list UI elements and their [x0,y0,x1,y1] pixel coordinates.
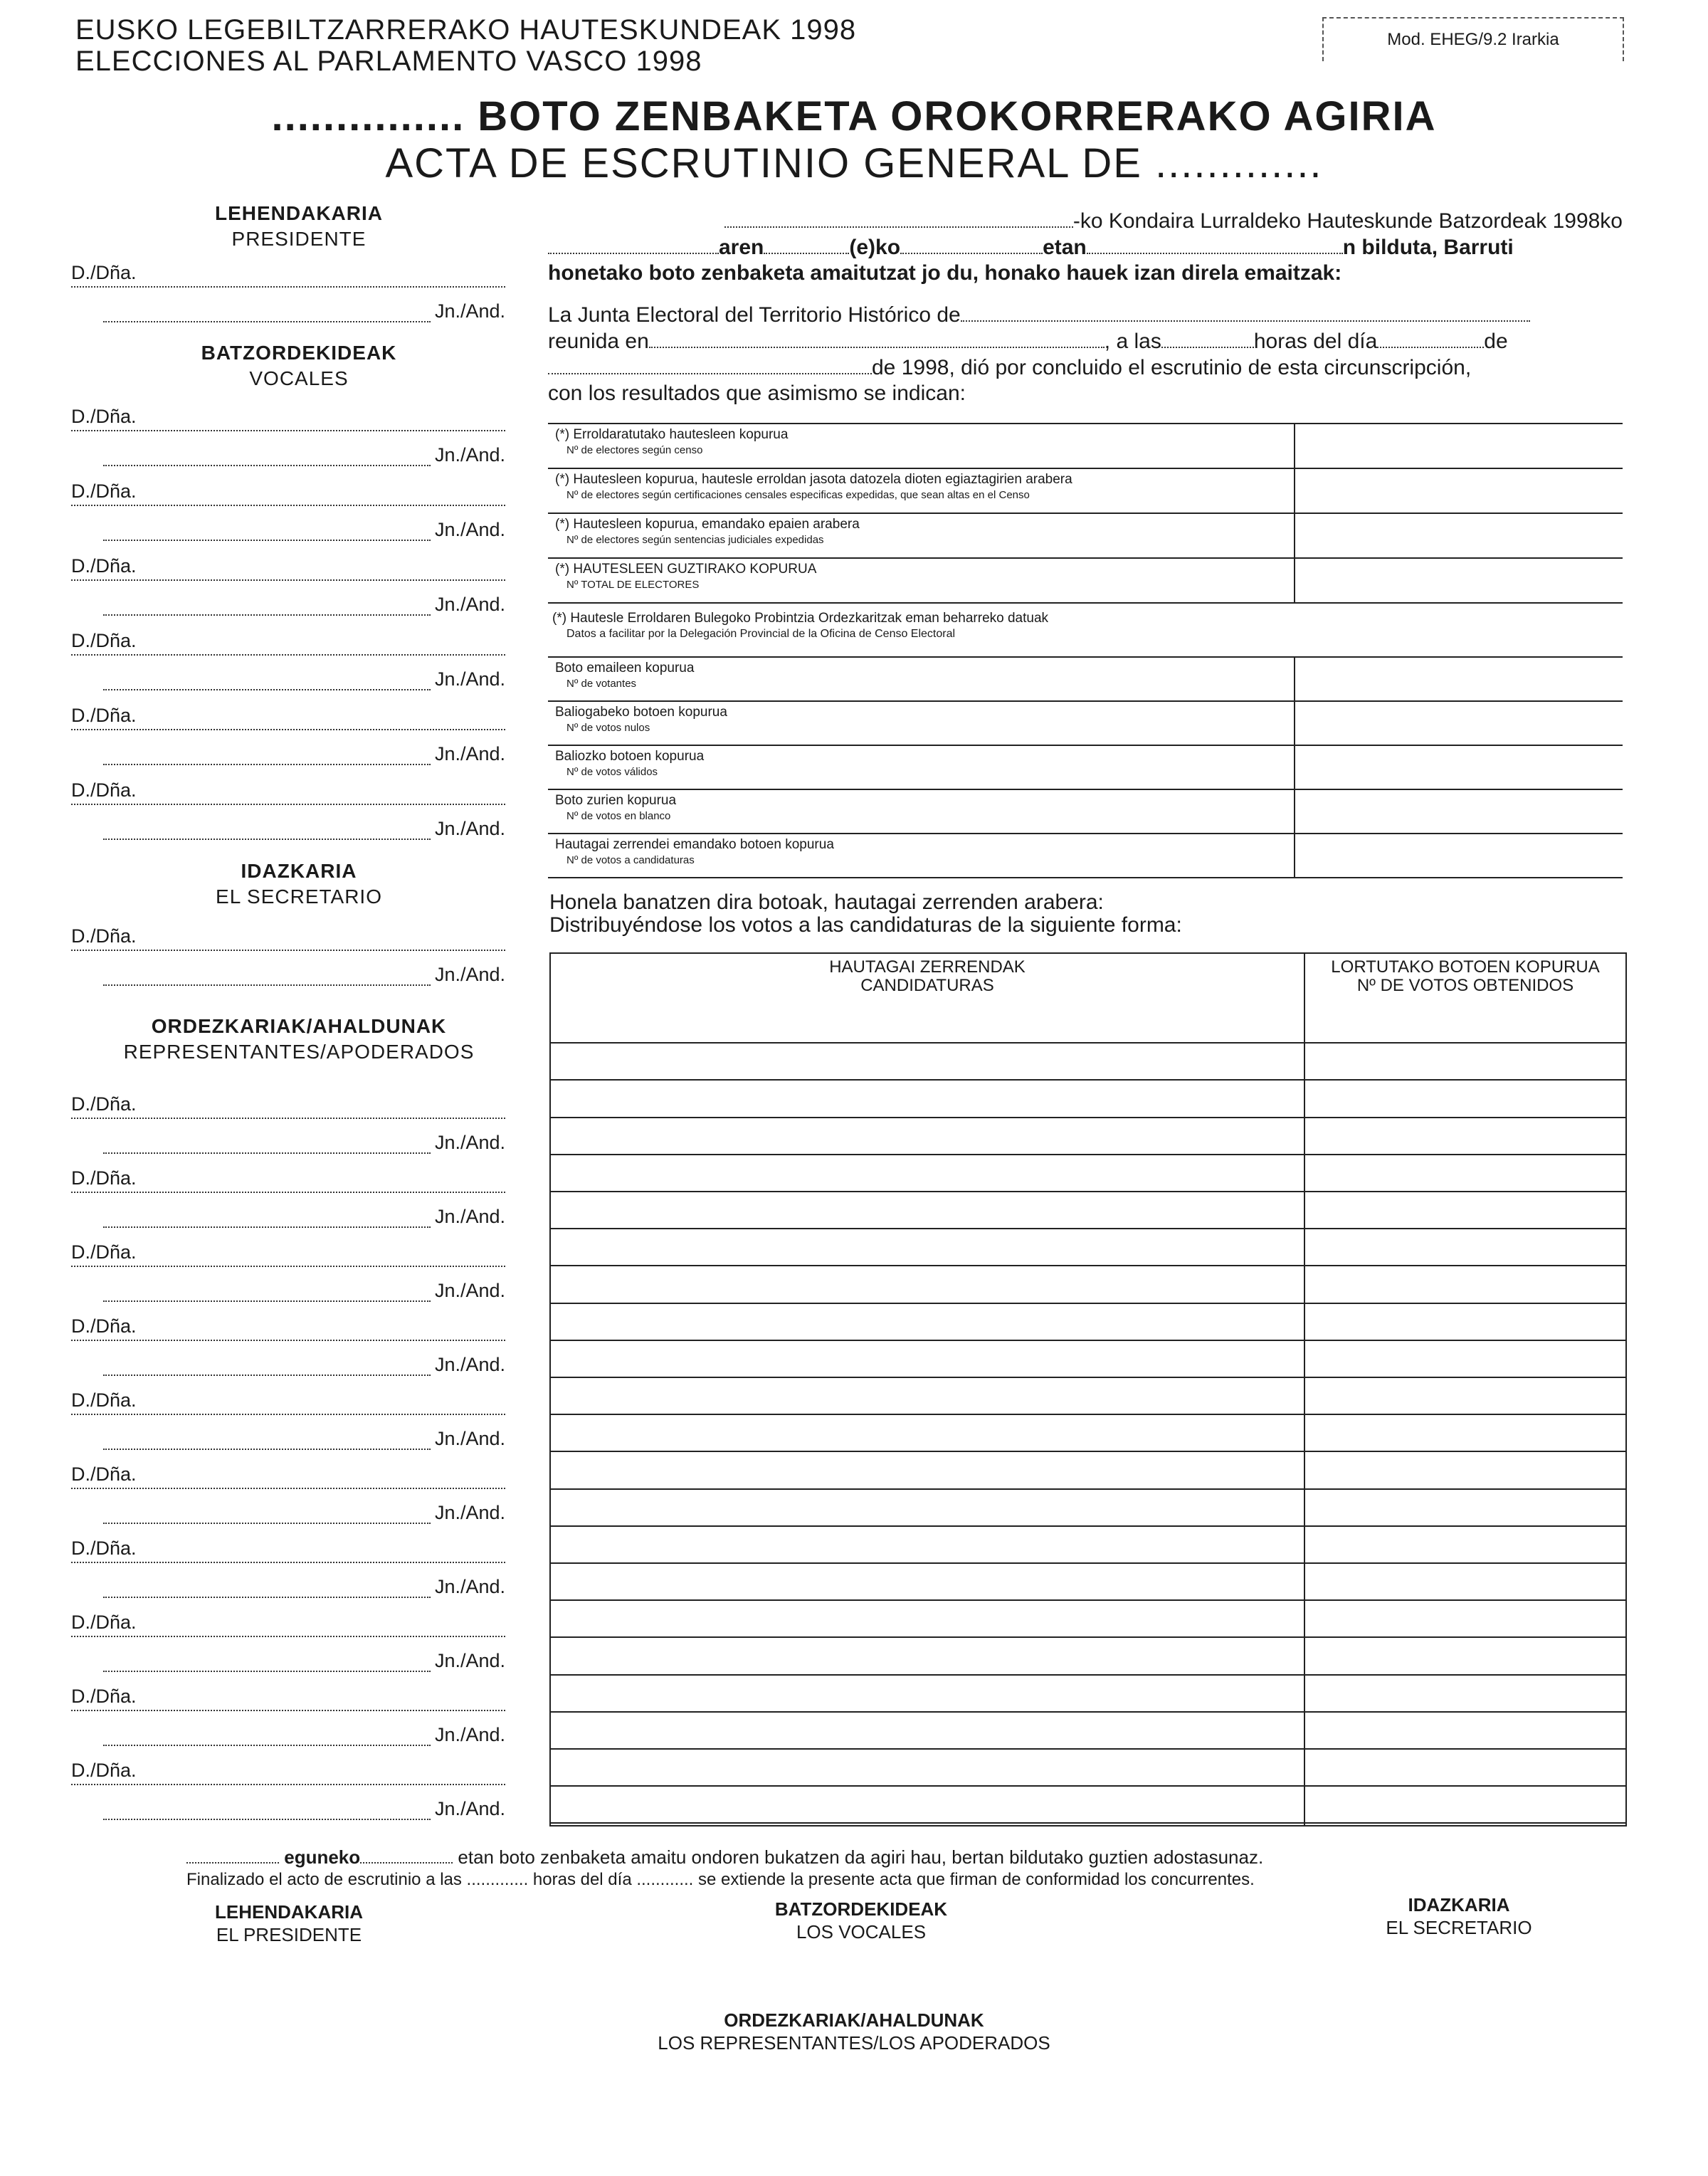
name-line-label: D./Dña. [71,1538,139,1559]
sign-secretary [1317,1893,1601,1939]
id-line-dots [103,1580,431,1598]
candidature-row[interactable] [551,1229,1625,1266]
id-line-dots [103,1654,431,1672]
result-row-label-es: Nº de votantes [566,678,637,690]
id-line-label: Jn./And. [434,818,505,839]
result-row [548,514,1623,559]
result-row-label [555,749,704,780]
reps-label-eu: ORDEZKARIAK/AHALDUNAK [151,1015,447,1037]
id-line-label: Jn./And. [434,1502,505,1523]
col1-es: CANDIDATURAS [860,976,994,995]
result-row-label-eu: Baliogabeko botoen kopurua [555,705,727,720]
census-note [552,611,1048,642]
intro-text [548,208,1623,406]
result-row-label [555,427,788,458]
col1-eu: HAUTAGAI ZERRENDAK [829,957,1026,977]
id-line-dots [103,1357,431,1376]
intro-eu1-text: -ko Kondaira Lurraldeko Hauteskunde Batzordeak 1998ko [1072,209,1623,233]
president-label-es: PRESIDENTE [231,228,367,250]
sign-vocales [719,1898,1003,1943]
name-line[interactable] [71,1760,505,1785]
sign-reps-eu: ORDEZKARIAK/AHALDUNAK [724,2009,984,2031]
name-line[interactable] [71,1612,505,1637]
secretary-heading [71,858,527,910]
id-line-label: Jn./And. [434,1206,505,1227]
result-value-cell[interactable] [1297,790,1621,833]
president-label-eu: LEHENDAKARIA [215,202,383,224]
candidature-row[interactable] [551,1638,1625,1675]
result-row-label-es: Nº de electores según censo [566,444,703,456]
id-line[interactable] [71,1354,505,1378]
intro-es-line3 [548,354,1623,381]
result-row-label-eu: Baliozko botoen kopurua [555,749,705,764]
id-line-dots [103,1283,431,1302]
id-line[interactable] [71,1798,505,1822]
id-line-label: Jn./And. [434,1576,505,1597]
result-row-label-es: Nº de votos nulos [566,722,650,734]
result-row [548,834,1623,878]
result-row [548,746,1623,790]
name-line-label: D./Dña. [71,705,139,726]
name-line[interactable] [71,925,505,951]
id-line[interactable] [71,1280,505,1304]
intro-es2d: de [1484,330,1508,353]
candidature-row[interactable] [551,1527,1625,1564]
intro-es2a: reunida en [548,330,649,353]
candidature-row[interactable] [551,1378,1625,1415]
id-line[interactable] [71,743,505,767]
result-row-label-es: Nº de electores según sentencias judiciales expedidas [566,534,824,546]
name-line-label: D./Dña. [71,1760,139,1781]
name-line-label: D./Dña. [71,630,139,651]
id-line-dots [103,1209,431,1228]
closing-text [186,1844,1539,1891]
candidature-row[interactable] [551,1266,1625,1303]
id-line[interactable] [71,1724,505,1748]
result-row-label-es: Nº de votos a candidaturas [566,854,695,866]
id-line[interactable] [71,818,505,842]
census-table [548,423,1623,604]
name-line[interactable] [71,406,505,431]
result-row-label [555,705,727,736]
name-line-label: D./Dña. [71,925,139,947]
name-line-label: D./Dña. [71,1167,139,1189]
name-line-label: D./Dña. [71,406,139,427]
sign-secretary-es: EL SECRETARIO [1386,1917,1532,1938]
name-line[interactable] [71,1241,505,1267]
id-line[interactable] [71,444,505,468]
sign-reps [640,2009,1068,2054]
vocales-label-es: VOCALES [249,367,349,389]
intro-eu-line2 [548,234,1623,261]
census-note-eu: (*) Hautesle Erroldaren Bulegoko Probintzia Ordezkaritzak eman beharreko datuak [552,611,1049,626]
name-line-label: D./Dña. [71,1463,139,1485]
intro-eu2d: n bilduta, Barruti [1342,236,1514,259]
name-line-label: D./Dña. [71,1093,139,1115]
closing-es: Finalizado el acto de escrutinio a las ............. horas del día ............ se extiende la presente acta que firman de conformidad los concurrentes. [186,1870,1255,1889]
reps-label-es: REPRESENTANTES/APODERADOS [123,1041,475,1063]
result-row-label-eu: Boto zurien kopurua [555,793,677,808]
sign-reps-es: LOS REPRESENTANTES/LOS APODERADOS [658,2032,1050,2054]
name-line[interactable] [71,1315,505,1341]
result-value-cell[interactable] [1297,469,1621,513]
name-line[interactable] [71,630,505,656]
name-line[interactable] [71,1463,505,1489]
intro-es2b: , a las [1104,330,1161,353]
candidature-row[interactable] [551,1081,1625,1118]
name-line[interactable] [71,705,505,730]
result-row-label-eu: Hautagai zerrendei emandako botoen kopurua [555,837,834,852]
id-line-dots [103,448,431,466]
intro-eu2a: aren [719,236,764,259]
id-line-dots [103,821,431,840]
intro-es4: con los resultados que asimismo se indican: [548,382,966,405]
name-line[interactable] [71,1686,505,1711]
document-title-es: ACTA DE ESCRUTINIO GENERAL DE ............. [385,140,1323,186]
name-line[interactable] [71,1389,505,1415]
result-row [548,469,1623,514]
name-line-label: D./Dña. [71,480,139,502]
id-line-label: Jn./And. [434,594,505,615]
candidature-row[interactable] [551,1750,1625,1787]
sign-vocales-es: LOS VOCALES [796,1921,927,1943]
id-line-dots [103,304,431,322]
result-row [548,702,1623,746]
candidature-row[interactable] [551,1118,1625,1155]
candidature-row[interactable] [551,1787,1625,1824]
result-value-cell[interactable] [1297,658,1621,700]
model-code: Mod. EHEG/9.2 Irarkia [1322,17,1624,61]
name-line-label: D./Dña. [71,555,139,577]
distribution-eu: Honela banatzen dira botoak, hautagai zerrenden arabera: [549,890,1104,914]
candidature-row[interactable] [551,1676,1625,1713]
result-row-label-es: Nº de votos válidos [566,766,658,778]
id-line[interactable] [71,300,505,325]
col2-es: Nº DE VOTOS OBTENIDOS [1356,976,1574,995]
result-row-label [555,562,816,593]
distribution-es: Distribuyéndose los votos a las candidaturas de la siguiente forma: [549,913,1182,937]
id-line-label: Jn./And. [434,519,505,540]
president-heading [71,201,527,252]
id-line-label: Jn./And. [434,1650,505,1671]
intro-eu-line1 [548,208,1623,234]
id-line-dots [103,1505,431,1524]
candidature-row[interactable] [551,1006,1625,1044]
result-value-cell[interactable] [1297,514,1621,557]
name-line[interactable] [71,480,505,506]
id-line-dots [103,967,431,986]
id-line-dots [103,672,431,690]
header-title-eu: EUSKO LEGEBILTZARRERAKO HAUTESKUNDEAK 1998 [75,14,857,46]
closing-eu-b: etan boto zenbaketa amaitu ondoren bukatzen da agiri hau, bertan bildutako guztien adostasunaz. [458,1846,1264,1868]
result-row [548,658,1623,702]
id-line[interactable] [71,519,505,543]
header-title-es: ELECCIONES AL PARLAMENTO VASCO 1998 [75,46,702,77]
name-line-label: D./Dña. [71,1612,139,1633]
name-line-label: D./Dña. [71,1686,139,1707]
result-row-label-eu: Boto emaileen kopurua [555,661,695,676]
id-line[interactable] [71,1576,505,1600]
id-line-dots [103,747,431,765]
candidature-row[interactable] [551,1601,1625,1638]
id-line[interactable] [71,1502,505,1526]
name-line-label: D./Dña. [71,1241,139,1263]
candidature-row[interactable] [551,1415,1625,1452]
name-line-label: D./Dña. [71,1315,139,1337]
result-row [548,790,1623,834]
id-line[interactable] [71,1206,505,1230]
id-line[interactable] [71,964,505,988]
secretary-label-es: EL SECRETARIO [216,885,382,908]
sign-president [147,1901,431,1946]
result-row-label [555,472,1072,503]
sign-vocales-eu: BATZORDEKIDEAK [774,1898,948,1920]
votes-table [548,656,1623,878]
col-candidatures-header [551,958,1304,995]
intro-es3: de 1998, dió por concluido el escrutinio de esta circunscripción, [872,356,1472,379]
candidature-row[interactable] [551,1044,1625,1081]
result-row-label [555,661,694,692]
id-line-label: Jn./And. [434,743,505,764]
result-row-label [555,837,834,868]
name-line[interactable] [71,1167,505,1193]
name-line[interactable] [71,555,505,581]
distribution-heading [549,891,1182,937]
result-row [548,424,1623,469]
vocales-heading [71,340,527,391]
document-title-eu: ............... BOTO ZENBAKETA OROKORRERAKO AGIRIA [271,93,1437,140]
col-votes-header [1305,958,1625,995]
closing-eu-a: eguneko [284,1846,361,1868]
name-line[interactable] [71,1538,505,1563]
col2-eu: LORTUTAKO BOTOEN KOPURUA [1331,957,1600,977]
id-line[interactable] [71,668,505,693]
id-line-dots [103,1728,431,1746]
id-line[interactable] [71,1132,505,1156]
name-line-label: D./Dña. [71,779,139,801]
id-line-label: Jn./And. [434,300,505,322]
result-row-label-es: Nº de votos en blanco [566,810,671,822]
candidatures-table [549,952,1627,1827]
result-value-cell[interactable] [1297,834,1621,877]
id-line-dots [103,597,431,616]
id-line-label: Jn./And. [434,444,505,466]
candidature-row[interactable] [551,1155,1625,1192]
candidature-row[interactable] [551,1304,1625,1341]
result-value-cell[interactable] [1297,702,1621,745]
id-line-dots [103,1431,431,1450]
reps-heading [71,1014,527,1065]
id-line-label: Jn./And. [434,1280,505,1301]
sign-president-eu: LEHENDAKARIA [215,1901,363,1923]
id-line-label: Jn./And. [434,668,505,690]
candidature-row[interactable] [551,1192,1625,1229]
name-line-label: D./Dña. [71,1389,139,1411]
result-value-cell[interactable] [1297,424,1621,468]
result-value-cell[interactable] [1297,746,1621,789]
intro-es1-text: La Junta Electoral del Territorio Histórico de [548,303,961,327]
result-row-label-eu: (*) HAUTESLEEN GUZTIRAKO KOPURUA [555,562,817,577]
id-line-label: Jn./And. [434,1132,505,1153]
sign-secretary-eu: IDAZKARIA [1408,1894,1510,1915]
candidature-row[interactable] [551,1341,1625,1378]
id-line-label: Jn./And. [434,1724,505,1745]
result-row-label-eu: (*) Erroldaratutako hautesleen kopurua [555,427,789,442]
name-line-label: D./Dña. [71,262,139,283]
id-line[interactable] [71,594,505,618]
intro-es-line2 [548,328,1623,354]
result-row-label [555,517,860,548]
id-line-label: Jn./And. [434,1354,505,1375]
id-line-label: Jn./And. [434,964,505,985]
result-row-label-eu: (*) Hautesleen kopurua, emandako epaien arabera [555,517,860,532]
result-value-cell[interactable] [1297,559,1621,602]
id-line-label: Jn./And. [434,1798,505,1819]
candidature-row[interactable] [551,1490,1625,1527]
census-note-es: Datos a facilitar por la Delegación Provincial de la Oficina de Censo Electoral [566,628,956,640]
name-line[interactable] [71,779,505,805]
secretary-label-eu: IDAZKARIA [241,860,357,882]
id-line-label: Jn./And. [434,1428,505,1449]
result-row-label-es: Nº TOTAL DE ELECTORES [566,579,700,591]
candidature-row[interactable] [551,1713,1625,1750]
result-row [548,559,1623,604]
closing-eu [186,1844,1539,1868]
intro-eu2c: etan [1043,236,1087,259]
intro-eu2b: (e)ko [849,236,901,259]
intro-es-line1 [548,302,1623,328]
vocales-label-eu: BATZORDEKIDEAK [201,342,397,364]
candidature-row[interactable] [551,1564,1625,1601]
name-line[interactable] [71,262,505,288]
id-line[interactable] [71,1650,505,1674]
intro-es2c: horas del día [1253,330,1378,353]
id-line[interactable] [71,1428,505,1452]
candidature-row[interactable] [551,1452,1625,1489]
result-row-label-es: Nº de electores según certificaciones censales especificas expedidas, que sean altas en el Censo [566,489,1030,501]
id-line-dots [103,522,431,541]
id-line-dots [103,1135,431,1154]
id-line-dots [103,1802,431,1820]
intro-eu3: honetako boto zenbaketa amaitutzat jo du, honako hauek izan direla emaitzak: [548,261,1342,285]
sign-president-es: EL PRESIDENTE [216,1924,362,1945]
name-line[interactable] [71,1093,505,1119]
result-row-label-eu: (*) Hautesleen kopurua, hautesle erroldan jasota datozela dioten egiaztagirien arabera [555,472,1072,487]
result-row-label [555,793,676,824]
